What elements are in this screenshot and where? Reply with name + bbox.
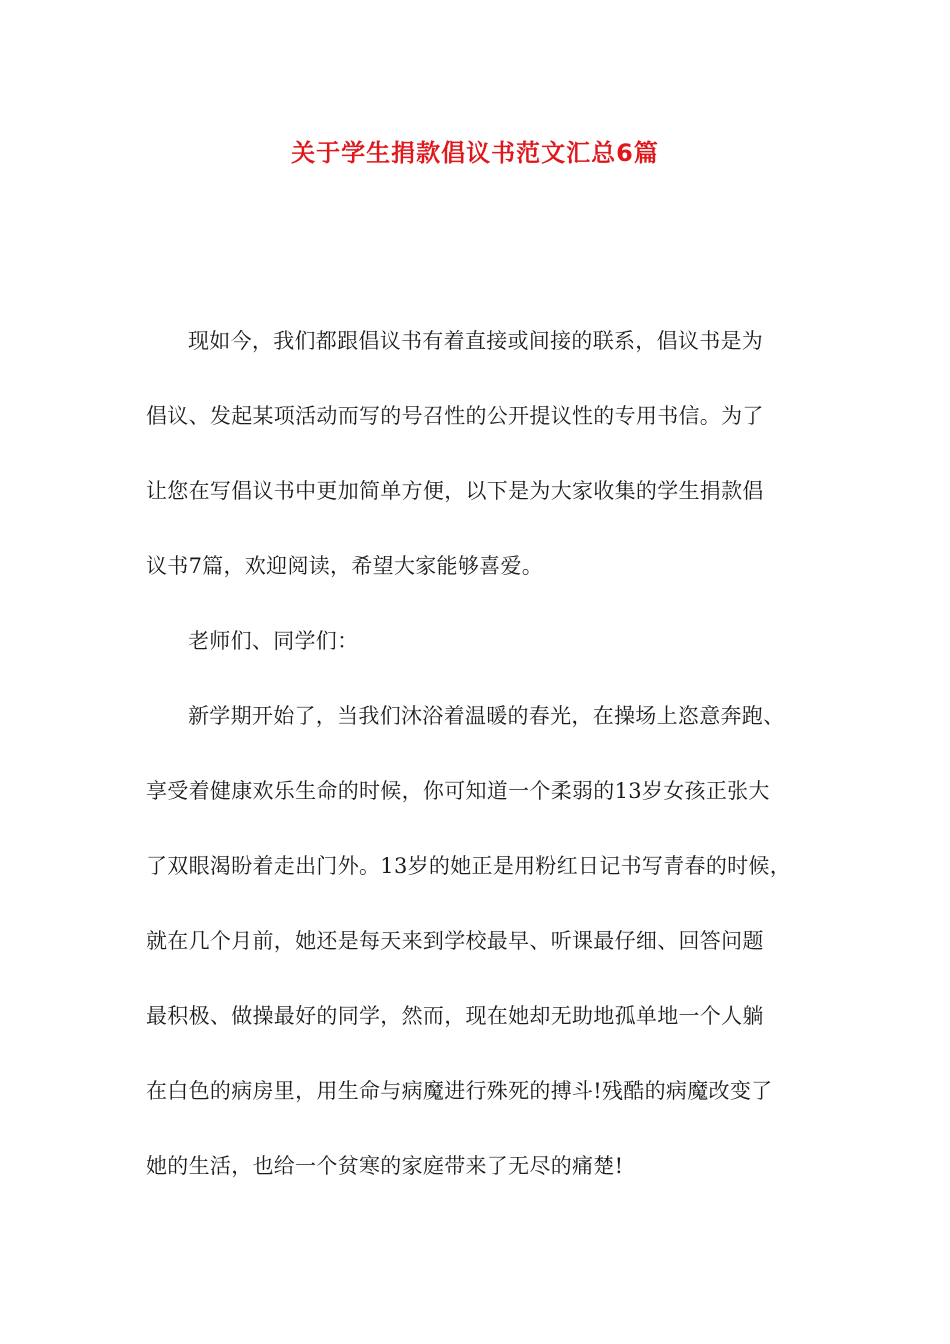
- paragraph-2-line-1: 新学期开始了，当我们沐浴着温暖的春光，在操场上恣意奔跑、: [188, 704, 785, 728]
- paragraph-2-line-3: 了双眼渴盼着走出门外。13岁的她正是用粉红日记书写青春的时候，: [146, 854, 792, 878]
- paragraph-1-line-3: 让您在写倡议书中更加简单方便，以下是为大家收集的学生捐款倡: [146, 479, 764, 503]
- salutation: 老师们、同学们：: [188, 629, 359, 653]
- paragraph-2-line-5: 最积极、做操最好的同学，然而，现在她却无助地孤单地一个人躺: [146, 1004, 764, 1028]
- paragraph-2-line-4: 就在几个月前，她还是每天来到学校最早、听课最仔细、回答问题: [146, 929, 764, 953]
- paragraph-2-line-2: 享受着健康欢乐生命的时候，你可知道一个柔弱的13岁女孩正张大: [146, 779, 770, 803]
- paragraph-1-line-2: 倡议、发起某项活动而写的号召性的公开提议性的专用书信。为了: [146, 404, 764, 428]
- paragraph-1-line-1: 现如今，我们都跟倡议书有着直接或间接的联系，倡议书是为: [188, 329, 764, 353]
- paragraph-1-line-4: 议书7篇，欢迎阅读，希望大家能够喜爱。: [146, 554, 544, 578]
- paragraph-2-line-6: 在白色的病房里，用生命与病魔进行殊死的搏斗!残酷的病魔改变了: [146, 1079, 773, 1103]
- document-title: 关于学生捐款倡议书范文汇总6篇: [291, 139, 659, 167]
- paragraph-2-line-7: 她的生活，也给一个贫寒的家庭带来了无尽的痛楚!: [146, 1154, 624, 1178]
